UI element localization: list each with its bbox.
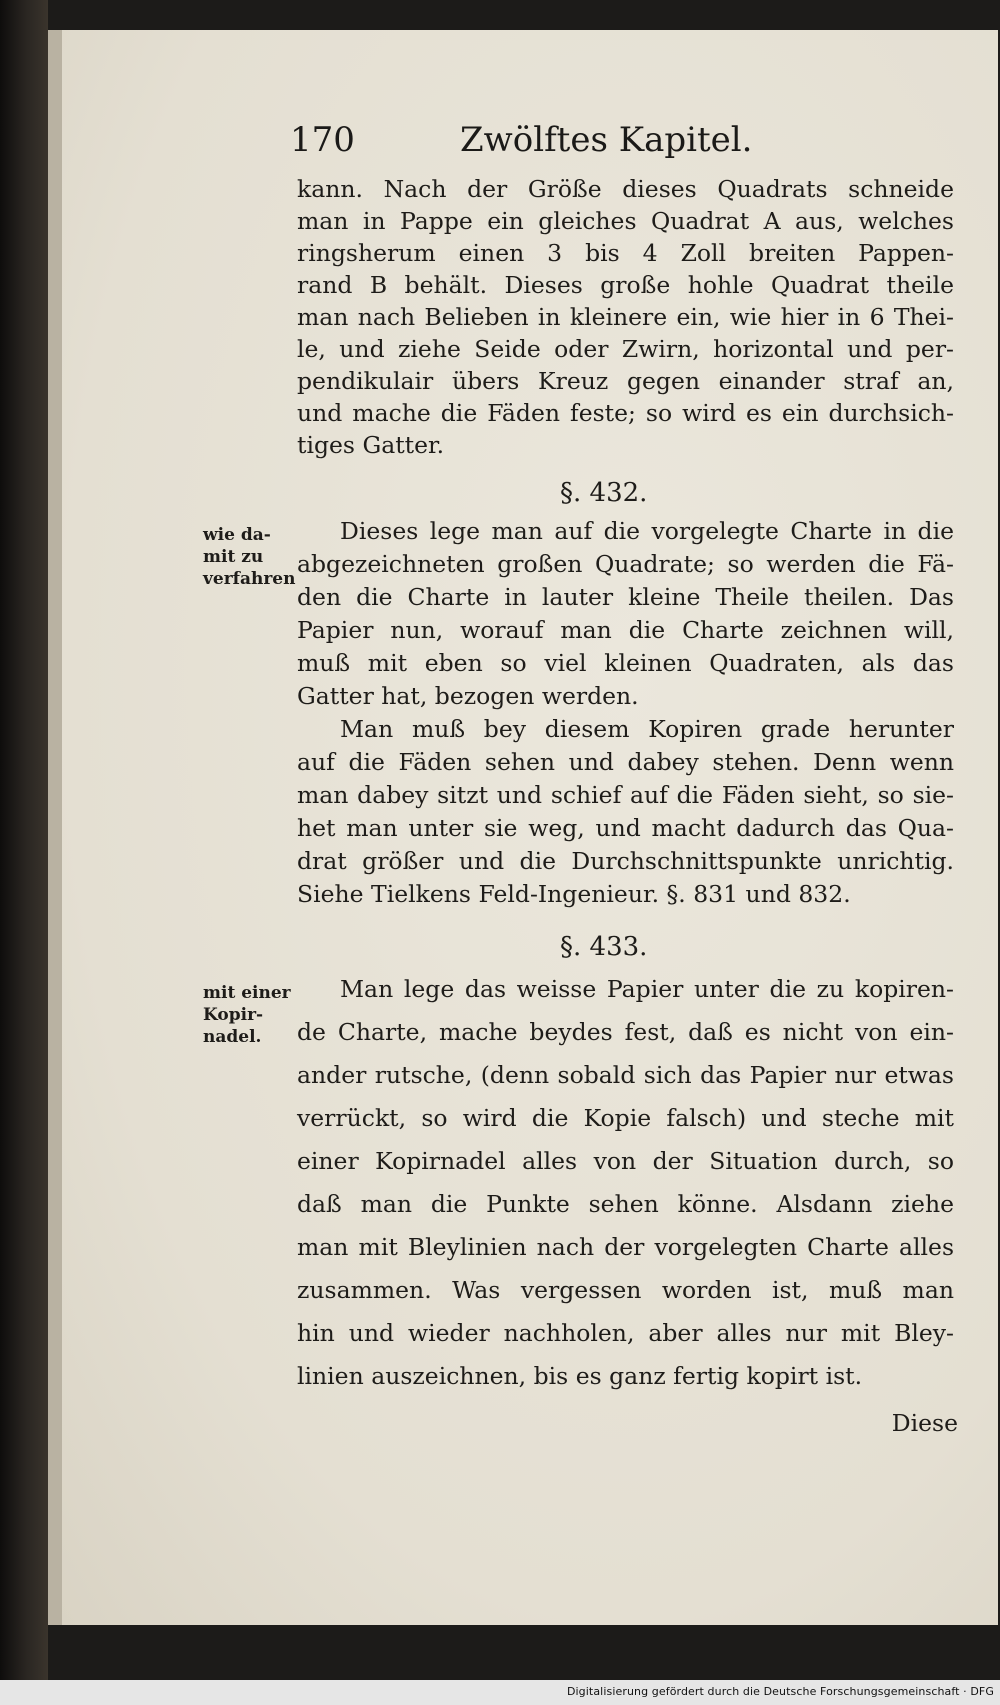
text-line: rand B behält. Dieses große hohle Quadrat theile	[297, 271, 954, 299]
running-title: Zwölftes Kapitel.	[460, 120, 753, 160]
catchword: Diese	[891, 1409, 958, 1437]
page-header	[290, 120, 790, 170]
text-line: man dabey sitzt und schief auf die Fäden sieht, so sie-	[297, 781, 954, 809]
text-line: Man muß bey diesem Kopiren grade herunter	[340, 715, 954, 743]
text-line: Siehe Tielkens Feld-Ingenieur. §. 831 und 832.	[297, 880, 851, 908]
margin-note-line: wie da-	[203, 525, 271, 545]
text-line: man mit Bleylinien nach der vorgelegten Charte alles	[297, 1233, 954, 1261]
text-line: man in Pappe ein gleiches Quadrat A aus, welches	[297, 207, 954, 235]
text-line: het man unter sie weg, und macht dadurch das Qua-	[297, 814, 954, 842]
text-line: man nach Belieben in kleinere ein, wie hier in 6 Thei-	[297, 303, 954, 331]
page-number: 170	[290, 120, 355, 160]
text-line: muß mit eben so viel kleinen Quadraten, als das	[297, 649, 954, 677]
section-heading-433: §. 433.	[560, 932, 648, 962]
margin-note-432	[203, 524, 295, 590]
text-line: le, und ziehe Seide oder Zwirn, horizontal und per-	[297, 335, 954, 363]
text-line: de Charte, mache beydes fest, daß es nicht von ein-	[297, 1018, 954, 1046]
margin-note-line: mit einer	[203, 983, 291, 1003]
margin-note-line: mit zu	[203, 547, 264, 567]
text-line: auf die Fäden sehen und dabey stehen. Denn wenn	[297, 748, 954, 776]
text-line: Papier nun, worauf man die Charte zeichnen will,	[297, 616, 954, 644]
section-heading-432: §. 432.	[560, 478, 648, 508]
digitization-credit: Digitalisierung gefördert durch die Deutsche Forschungsgemeinschaft · DFG	[566, 1685, 994, 1698]
text-line: kann. Nach der Größe dieses Quadrats schneide	[297, 175, 954, 203]
text-line: und mache die Fäden feste; so wird es ein durchsich-	[297, 399, 954, 427]
text-line: den die Charte in lauter kleine Theile theilen. Das	[297, 583, 954, 611]
book-binding	[0, 0, 48, 1705]
text-line: linien auszeichnen, bis es ganz fertig kopirt ist.	[297, 1362, 863, 1390]
text-line: einer Kopirnadel alles von der Situation durch, so	[297, 1147, 954, 1175]
text-line: Gatter hat, bezogen werden.	[297, 682, 639, 710]
text-line: ringsherum einen 3 bis 4 Zoll breiten Pappen-	[297, 239, 954, 267]
margin-note-line: nadel.	[203, 1027, 262, 1047]
text-line: Man lege das weisse Papier unter die zu kopiren-	[340, 975, 954, 1003]
text-line: verrückt, so wird die Kopie falsch) und steche mit	[297, 1104, 954, 1132]
margin-note-433	[203, 982, 291, 1048]
text-line: pendikulair übers Kreuz gegen einander straf an,	[297, 367, 954, 395]
margin-note-line: Kopir-	[203, 1005, 264, 1025]
text-line: daß man die Punkte sehen könne. Alsdann ziehe	[297, 1190, 954, 1218]
margin-note-line: verfahren	[203, 569, 296, 589]
text-line: drat größer und die Durchschnittspunkte unrichtig.	[297, 847, 954, 875]
text-line: ander rutsche, (denn sobald sich das Papier nur etwas	[297, 1061, 954, 1089]
text-line: zusammen. Was vergessen worden ist, muß man	[297, 1276, 954, 1304]
text-line: hin und wieder nachholen, aber alles nur mit Bley-	[297, 1319, 954, 1347]
text-line: Dieses lege man auf die vorgelegte Charte in die	[340, 517, 954, 545]
text-line: abgezeichneten großen Quadrate; so werden die Fä-	[297, 550, 954, 578]
text-line: tiges Gatter.	[297, 431, 445, 459]
